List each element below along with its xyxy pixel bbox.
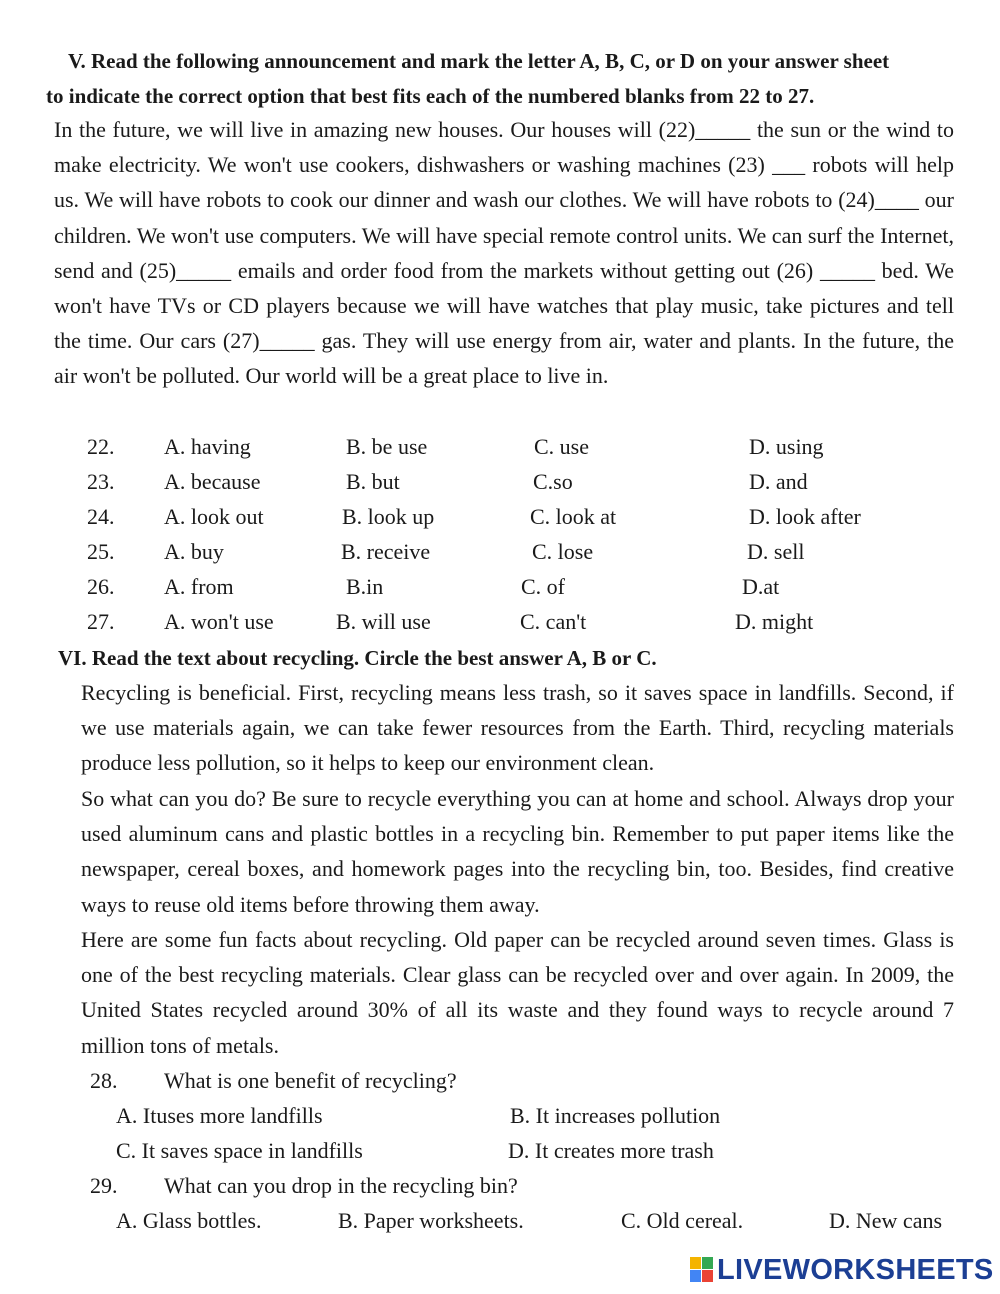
question-24: [0, 499, 1000, 534]
question-28-options-row1: [0, 1098, 1000, 1133]
option-a[interactable]: A. Glass bottles.: [116, 1208, 262, 1233]
option-b[interactable]: B.in: [346, 574, 384, 599]
question-26: [0, 569, 1000, 604]
option-a[interactable]: A. Ituses more landfills: [116, 1103, 323, 1128]
recycling-paragraph-3: Here are some fun facts about recycling. Old paper can be recycled around seven times. Glass is one of the best recycling materials. Clear glass can be recycled over and over again. In 2009, the United States recycled around 30% of all its waste and they found ways to recycle around 7 million tons of metals.: [81, 927, 954, 1058]
option-b[interactable]: B. look up: [342, 504, 435, 529]
option-a[interactable]: A. won't use: [164, 609, 274, 634]
option-b[interactable]: B. be use: [346, 434, 428, 459]
option-c[interactable]: C. of: [521, 574, 565, 599]
option-b[interactable]: B. but: [346, 469, 400, 494]
liveworksheets-logo-icon: [690, 1257, 714, 1283]
option-b[interactable]: B. receive: [341, 539, 431, 564]
option-c[interactable]: C. lose: [532, 539, 594, 564]
option-c[interactable]: C. It saves space in landfills: [116, 1138, 363, 1163]
question-29-options: [0, 1203, 1000, 1238]
option-b[interactable]: B. Paper worksheets.: [338, 1208, 524, 1233]
question-number: 22.: [87, 434, 115, 459]
question-number: 29.: [90, 1173, 118, 1198]
recycling-paragraph-2: So what can you do? Be sure to recycle everything you can at home and school. Always drop your used aluminum cans and plastic bottles in a recycling bin. Remember to put paper items like the newspaper, cereal boxes, and homework pages into the recycling bin, too. Besides, find creative ways to reuse old items before throwing them away.: [81, 786, 954, 917]
option-c[interactable]: C. can't: [520, 609, 587, 634]
question-number: 24.: [87, 504, 115, 529]
option-d[interactable]: D. might: [735, 609, 814, 634]
section-5-passage: In the future, we will live in amazing new houses. Our houses will (22)_____ the sun or the wind to make electricity. We won't use cookers, dishwashers or washing machines (23) ___ robots will help us. We will have robots to cook our dinner and wash our clothes. We will have robots to (24)____ our children. We won't use computers. We will have special remote control units. We can surf the Internet, send and (25)_____ emails and order food from the markets without getting out (26) _____ bed. We won't have TVs or CD players because we will have watches that play music, take pictures and tell the time. Our cars (27)_____ gas. They will use energy from air, water and plants. In the future, the air won't be polluted. Our world will be a great place to live in.: [54, 117, 954, 389]
logo-text: LIVEWORKSHEETS: [717, 1254, 994, 1286]
option-a[interactable]: A. from: [164, 574, 234, 599]
option-a[interactable]: A. look out: [164, 504, 264, 529]
question-number: 25.: [87, 539, 115, 564]
question-23: [0, 464, 1000, 499]
question-text: What is one benefit of recycling?: [164, 1068, 457, 1093]
option-c[interactable]: C. use: [534, 434, 589, 459]
option-d[interactable]: D. look after: [749, 504, 861, 529]
option-d[interactable]: D. and: [749, 469, 808, 494]
option-a[interactable]: A. buy: [164, 539, 224, 564]
option-d[interactable]: D. New cans: [829, 1208, 943, 1233]
section-5-heading-line2: to indicate the correct option that best fits each of the numbered blanks from 22 to 27.: [46, 84, 815, 108]
option-d[interactable]: D. It creates more trash: [508, 1138, 714, 1163]
question-28: [0, 1063, 1000, 1098]
option-d[interactable]: D. using: [749, 434, 824, 459]
question-text: What can you drop in the recycling bin?: [164, 1173, 518, 1198]
option-b[interactable]: B. It increases pollution: [510, 1103, 721, 1128]
section-5-heading-line1: V. Read the following announcement and mark the letter A, B, C, or D on your answer sheet: [68, 49, 890, 73]
section-6-heading: VI. Read the text about recycling. Circle the best answer A, B or C.: [58, 646, 657, 670]
question-number: 26.: [87, 574, 115, 599]
question-29: [0, 1168, 1000, 1203]
question-27: [0, 604, 1000, 639]
option-a[interactable]: A. because: [164, 469, 261, 494]
question-22: [0, 429, 1000, 464]
option-b[interactable]: B. will use: [336, 609, 431, 634]
question-number: 28.: [90, 1068, 118, 1093]
option-c[interactable]: C. look at: [530, 504, 617, 529]
option-d[interactable]: D. sell: [747, 539, 805, 564]
question-28-options-row2: [0, 1133, 1000, 1168]
option-d[interactable]: D.at: [742, 574, 780, 599]
option-a[interactable]: A. having: [164, 434, 251, 459]
option-c[interactable]: C. Old cereal.: [621, 1208, 744, 1233]
option-c[interactable]: C.so: [533, 469, 573, 494]
question-25: [0, 534, 1000, 569]
liveworksheets-logo[interactable]: [690, 1252, 994, 1292]
question-number: 27.: [87, 609, 115, 634]
question-number: 23.: [87, 469, 115, 494]
recycling-paragraph-1: Recycling is beneficial. First, recycling means less trash, so it saves space in landfills. Second, if we use materials again, we can take fewer resources from the Earth. Third, recycling materials produce less pollution, so it helps to keep our environment clean.: [81, 680, 954, 776]
